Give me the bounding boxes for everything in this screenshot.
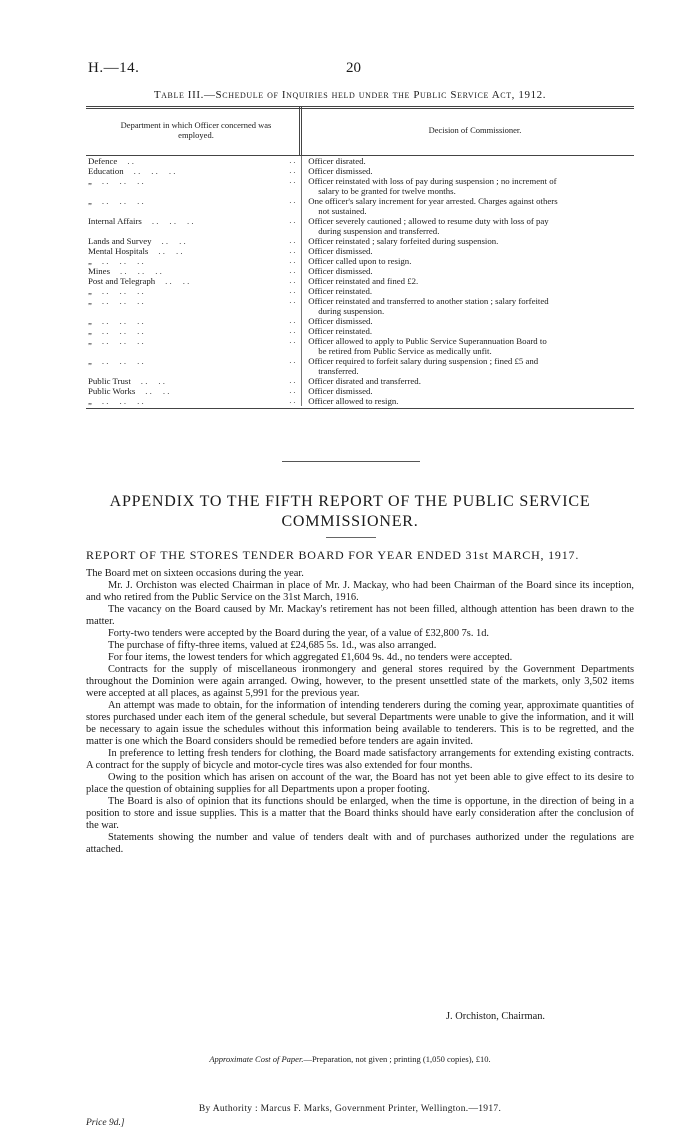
table-row xyxy=(86,276,634,286)
department-name: „ xyxy=(88,356,92,366)
row-divider: . . xyxy=(283,356,302,376)
decision-line: Officer dismissed. xyxy=(308,266,373,276)
decision-cell xyxy=(302,236,634,246)
signature: J. Orchiston, Chairman. xyxy=(446,1011,545,1022)
decision-line: Officer reinstated. xyxy=(308,326,373,336)
cost-line xyxy=(0,1054,700,1064)
report-paragraph: The Board is also of opinion that its functions should be enlarged, when the time is opportune, in the direction of being in a position to store and issue supplies. This is a matter that the Board thinks should have early consideration after the conclusion of the war. xyxy=(86,796,634,831)
table-row xyxy=(86,246,634,256)
table-row xyxy=(86,326,634,336)
row-divider: . . xyxy=(283,376,302,386)
department-cell xyxy=(86,336,283,356)
table-title: Table III.—Schedule of Inquiries held under the Public Service Act, 1912. xyxy=(153,89,547,101)
row-divider: . . xyxy=(283,396,302,406)
leader-dots: . . . . . . xyxy=(101,196,144,206)
decision-cell xyxy=(302,176,634,196)
decision-line: Officer dismissed. xyxy=(308,246,373,256)
leader-dots: . . . . . . xyxy=(101,256,144,266)
department-cell xyxy=(86,266,283,276)
table-row xyxy=(86,236,634,246)
department-name: Public Trust xyxy=(88,376,131,386)
report-paragraph: Forty-two tenders were accepted by the Board during the year, of a value of £32,800 7s. 1d. xyxy=(108,628,490,639)
leader-dots: . . . . xyxy=(145,386,170,396)
table-row xyxy=(86,266,634,276)
table-row xyxy=(86,256,634,266)
decision-line: Officer reinstated with loss of pay during suspension ; no increment of xyxy=(308,176,557,186)
department-cell xyxy=(86,356,283,376)
row-divider: . . xyxy=(283,286,302,296)
department-name: Mental Hospitals xyxy=(88,246,149,256)
department-name: „ xyxy=(88,286,92,296)
decision-cell xyxy=(302,216,634,236)
leader-dots: . . . . xyxy=(161,236,186,246)
department-cell xyxy=(86,236,283,246)
row-divider: . . xyxy=(283,256,302,266)
department-name: Education xyxy=(88,166,124,176)
decision-line: Officer dismissed. xyxy=(308,166,373,176)
table-row xyxy=(86,176,634,196)
decision-cell xyxy=(302,256,634,266)
decision-line: Officer called upon to resign. xyxy=(308,256,412,266)
report-paragraph: In preference to letting fresh tenders for clothing, the Board made satisfactory arrangements for extending existing contracts. A contract for the supply of bicycle and motor-cycle tires was also extended for four months. xyxy=(86,748,634,771)
department-cell xyxy=(86,396,283,406)
leader-dots: . . . . . . xyxy=(101,356,144,366)
price: Price 9d.] xyxy=(86,1118,125,1128)
department-cell xyxy=(86,326,283,336)
decision-line: Officer reinstated and fined £2. xyxy=(308,276,419,286)
table-row xyxy=(86,336,634,356)
report-paragraph: The vacancy on the Board caused by Mr. Mackay's retirement has not been filled, although attention has been drawn to the matter. xyxy=(86,604,634,627)
row-divider: . . xyxy=(283,236,302,246)
leader-dots: . . . . . . xyxy=(101,316,144,326)
cost-label: Approximate Cost of Paper. xyxy=(209,1054,304,1064)
row-divider: . . xyxy=(283,386,302,396)
leader-dots: . . . . . . xyxy=(101,396,144,406)
department-cell xyxy=(86,256,283,266)
decision-line: Officer severely cautioned ; allowed to resume duty with loss of pay xyxy=(308,216,549,226)
report-paragraph: Statements showing the number and value of tenders dealt with and of purchases authorized under the regulations are attached. xyxy=(86,832,634,855)
department-cell xyxy=(86,216,283,236)
decision-line: not sustained. xyxy=(318,206,367,216)
report-paragraph: The Board met on sixteen occasions during the year. xyxy=(86,568,304,579)
department-cell xyxy=(86,286,283,296)
row-divider: . . xyxy=(283,196,302,216)
decision-cell xyxy=(302,316,634,326)
table-row xyxy=(86,356,634,376)
decision-line: transferred. xyxy=(318,366,359,376)
department-name: „ xyxy=(88,256,92,266)
department-cell xyxy=(86,196,283,216)
decision-cell xyxy=(302,386,634,396)
decision-line: Officer reinstated ; salary forfeited during suspension. xyxy=(308,236,499,246)
decision-line: Officer disrated. xyxy=(308,156,366,166)
department-name: „ xyxy=(88,316,92,326)
leader-dots: . . . . . . xyxy=(101,326,144,336)
row-divider: . . xyxy=(283,156,302,166)
page-number: 20 xyxy=(346,60,361,76)
table-row xyxy=(86,386,634,396)
column-header-decision: Decision of Commissioner. xyxy=(428,125,522,135)
report-paragraph: The purchase of fifty-three items, valued at £24,685 5s. 1d., was also arranged. xyxy=(108,640,437,651)
decision-cell xyxy=(302,166,634,176)
decision-cell xyxy=(302,276,634,286)
department-name: Post and Telegraph xyxy=(88,276,156,286)
table-body xyxy=(86,156,634,406)
leader-dots: . . . . . . xyxy=(151,216,194,226)
decision-cell xyxy=(302,336,634,356)
department-name: Mines xyxy=(88,266,110,276)
table-row xyxy=(86,196,634,216)
decision-cell xyxy=(302,156,634,166)
leader-dots: . . . . . . xyxy=(101,336,144,346)
leader-dots: . . . . . . xyxy=(101,286,144,296)
table-row xyxy=(86,286,634,296)
table-row xyxy=(86,166,634,176)
department-cell xyxy=(86,376,283,386)
decision-cell xyxy=(302,296,634,316)
department-cell xyxy=(86,246,283,256)
department-name: Lands and Survey xyxy=(88,236,152,246)
department-cell xyxy=(86,166,283,176)
department-name: „ xyxy=(88,296,92,306)
leader-dots: . . . . . . xyxy=(101,176,144,186)
department-cell xyxy=(86,156,283,166)
decision-line: Officer reinstated. xyxy=(308,286,373,296)
decision-line: Officer reinstated and transferred to another station ; salary forfeited xyxy=(308,296,549,306)
table-row xyxy=(86,216,634,236)
row-divider: . . xyxy=(283,216,302,236)
leader-dots: . . . . . . xyxy=(101,296,144,306)
department-name: Defence xyxy=(88,156,118,166)
table-row xyxy=(86,396,634,406)
department-name: Public Works xyxy=(88,386,136,396)
decision-cell xyxy=(302,396,634,406)
leader-dots: . . . . xyxy=(165,276,190,286)
decision-cell xyxy=(302,196,634,216)
decision-line: Officer dismissed. xyxy=(308,386,373,396)
decision-line: Officer required to forfeit salary during suspension ; fined £5 and xyxy=(308,356,539,366)
department-cell xyxy=(86,296,283,316)
decision-line: Officer dismissed. xyxy=(308,316,373,326)
appendix-title: APPENDIX TO THE FIFTH REPORT OF THE PUBLIC SERVICE COMMISSIONER. xyxy=(109,493,591,530)
department-name: „ xyxy=(88,326,92,336)
decision-cell xyxy=(302,326,634,336)
department-name: „ xyxy=(88,336,92,346)
department-cell xyxy=(86,276,283,286)
decision-line: during suspension. xyxy=(318,306,385,316)
decision-line: Officer allowed to resign. xyxy=(308,396,399,406)
decision-cell xyxy=(302,376,634,386)
report-paragraph: Contracts for the supply of miscellaneous ironmongery and general stores required by the Government Departments throughout the Dominion were again arranged. Owing, however, to the present unsettled state of the markets, only 3,502 items were accepted at all places, as against 5,991 for the previous year. xyxy=(86,664,634,699)
report-paragraph: An attempt was made to obtain, for the information of intending tenderers during the coming year, approximate quantities of stores purchased under each item of the general schedule, but several Departments were unable to give the information, and it will be necessary to again issue the schedules without this information being available to tenderers. This is to be regretted, and the matter is one which the Board considers should be remedied before tenders are again invited. xyxy=(86,700,634,747)
title-rule xyxy=(326,537,376,538)
decision-cell xyxy=(302,286,634,296)
department-name: „ xyxy=(88,176,92,186)
report-body xyxy=(86,568,634,856)
decision-line: Officer disrated and transferred. xyxy=(308,376,421,386)
department-cell xyxy=(86,176,283,196)
cost-text: —Preparation, not given ; printing (1,050 copies), £10. xyxy=(303,1054,491,1064)
row-divider: . . xyxy=(283,296,302,316)
leader-dots: . . . . . . xyxy=(120,266,162,276)
row-divider: . . xyxy=(283,336,302,356)
decision-line: Officer allowed to apply to Public Service Superannuation Board to xyxy=(308,336,547,346)
table-row xyxy=(86,156,634,166)
row-divider: . . xyxy=(283,166,302,176)
department-name: Internal Affairs xyxy=(88,216,142,226)
department-cell xyxy=(86,386,283,396)
department-cell xyxy=(86,316,283,326)
inquiries-table xyxy=(86,106,634,410)
leader-dots: . . . . . . xyxy=(133,166,176,176)
section-separator xyxy=(282,461,420,462)
decision-line: be retired from Public Service as medically unfit. xyxy=(318,346,492,356)
leader-dots: . . xyxy=(127,156,134,166)
department-name: „ xyxy=(88,396,92,406)
row-divider: . . xyxy=(283,326,302,336)
decision-line: during suspension and transferred. xyxy=(318,226,440,236)
decision-line: One officer's salary increment for year arrested. Charges against others xyxy=(308,196,558,206)
table-bottom-rule xyxy=(86,408,634,409)
column-header-department: Department in which Officer concerned was employed. xyxy=(120,120,272,140)
column-divider-2 xyxy=(301,106,302,155)
table-row xyxy=(86,316,634,326)
report-paragraph: Owing to the position which has arisen on account of the war, the Board has not yet been able to give effect to its desire to place the question of obtaining supplies for all Departments upon a proper footing. xyxy=(86,772,634,795)
row-divider: . . xyxy=(283,316,302,326)
decision-cell xyxy=(302,266,634,276)
column-divider xyxy=(299,106,300,155)
table-row xyxy=(86,376,634,386)
decision-line: salary to be granted for twelve months. xyxy=(318,186,456,196)
department-name: „ xyxy=(88,196,92,206)
table-top-rule xyxy=(86,106,634,107)
row-divider: . . xyxy=(283,276,302,286)
row-divider: . . xyxy=(283,246,302,256)
leader-dots: . . . . xyxy=(140,376,165,386)
leader-dots: . . . . xyxy=(158,246,183,256)
row-divider: . . xyxy=(283,266,302,276)
printer-authority: By Authority : Marcus F. Marks, Government Printer, Wellington.—1917. xyxy=(198,1104,502,1114)
report-paragraph: For four items, the lowest tenders for which aggregated £1,604 9s. 4d., no tenders were accepted. xyxy=(108,652,513,663)
decision-cell xyxy=(302,356,634,376)
row-divider: . . xyxy=(283,176,302,196)
table-row xyxy=(86,296,634,316)
report-heading: REPORT OF THE STORES TENDER BOARD FOR YEAR ENDED 31st MARCH, 1917. xyxy=(86,548,580,562)
document-reference: H.—14. xyxy=(88,60,140,76)
decision-cell xyxy=(302,246,634,256)
report-paragraph: Mr. J. Orchiston was elected Chairman in place of Mr. J. Mackay, who had been Chairman of the Board since its inception, and who retired from the Public Service on the 31st March, 1916. xyxy=(86,580,634,603)
table-top-rule-2 xyxy=(86,108,634,109)
